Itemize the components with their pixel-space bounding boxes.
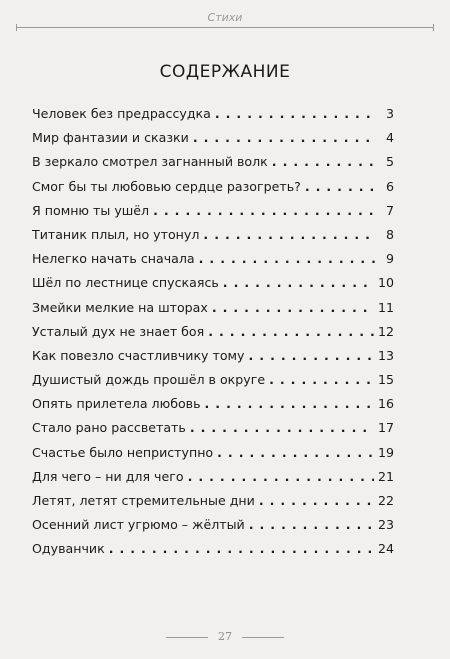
toc-entry-title: Как повезло счастливчику тому (32, 347, 245, 363)
toc-dot-leader (249, 348, 374, 363)
toc-entry-title: Усталый дух не знает боя (32, 323, 205, 339)
toc-entry-page: 6 (385, 178, 394, 194)
toc-entry-page: 5 (385, 154, 394, 170)
toc-entry-title: Летят, летят стремительные дни (32, 493, 255, 508)
footer-rule-right (242, 637, 284, 638)
toc-entry-title: Душистый дождь прошёл в округе (32, 372, 266, 388)
toc-entry-title: Для чего – ни для чего (32, 468, 184, 484)
page-footer (0, 630, 450, 643)
toc-entry-page: 11 (377, 299, 394, 315)
toc-entry-title: Стало рано рассветать (32, 420, 186, 436)
toc-entry (32, 517, 394, 541)
toc-entry-page: 3 (385, 106, 394, 121)
toc-entry-title: Осенний лист угрюмо – жёлтый (32, 517, 245, 533)
toc-dot-leader (199, 251, 376, 266)
toc-dot-leader (305, 179, 376, 194)
toc-entry (32, 493, 394, 517)
toc-entry-title: Я помню ты ушёл (32, 202, 150, 218)
toc-entry-page: 19 (377, 444, 394, 460)
toc-dot-leader (190, 420, 374, 435)
header-rule (16, 27, 434, 28)
toc-entry (32, 154, 394, 178)
toc-dot-leader (249, 517, 374, 532)
toc-entry-page: 21 (377, 468, 394, 484)
toc-entry-page: 22 (377, 493, 394, 508)
toc-entry (32, 300, 394, 324)
toc-entry (32, 130, 394, 154)
toc-entry-page: 23 (377, 517, 394, 533)
header-rule-left-cap (16, 24, 17, 31)
toc-list (32, 106, 394, 566)
running-header-text: Стихи (200, 11, 251, 24)
toc-entry (32, 445, 394, 469)
toc-entry-page: 9 (385, 251, 394, 267)
toc-entry-title: Одуванчик (32, 541, 105, 557)
toc-entry (32, 469, 394, 493)
toc-entry-title: Счастье было неприступно (32, 444, 214, 460)
toc-entry (32, 275, 394, 299)
footer-rule-left (166, 637, 208, 638)
toc-entry-page: 4 (385, 130, 394, 146)
toc-entry-page: 10 (377, 275, 394, 291)
toc-entry (32, 372, 394, 396)
toc-entry-title: В зеркало смотрел загнанный волк (32, 154, 268, 170)
toc-dot-leader (205, 396, 374, 411)
toc-dot-leader (109, 541, 374, 556)
toc-entry-title: Змейки мелкие на шторах (32, 299, 208, 315)
toc-entry (32, 348, 394, 372)
page-number: 27 (218, 630, 232, 643)
toc-dot-leader (208, 324, 374, 339)
toc-entry-page: 12 (377, 323, 394, 339)
toc-entry-page: 7 (385, 202, 394, 218)
toc-entry (32, 106, 394, 130)
toc-entry-page: 13 (377, 347, 394, 363)
toc-entry (32, 227, 394, 251)
toc-entry-page: 16 (377, 396, 394, 412)
toc-entry-page: 8 (385, 226, 394, 242)
toc-entry (32, 541, 394, 565)
toc-entry (32, 324, 394, 348)
toc-dot-leader (193, 130, 376, 145)
toc-entry (32, 179, 394, 203)
toc-dot-leader (212, 300, 374, 315)
toc-entry (32, 251, 394, 275)
toc-entry-page: 15 (377, 372, 394, 388)
toc-entry-title: Смог бы ты любовью сердце разогреть? (32, 178, 301, 194)
toc-entry-title: Нелегко начать сначала (32, 251, 195, 267)
toc-dot-leader (153, 203, 376, 218)
toc-dot-leader (215, 106, 376, 121)
toc-dot-leader (217, 445, 374, 460)
toc-entry-page: 24 (377, 541, 394, 557)
toc-entry (32, 396, 394, 420)
header-rule-right-cap (433, 24, 434, 31)
toc-entry-title: Мир фантазии и сказки (32, 130, 189, 146)
toc-entry-title: Опять прилетела любовь (32, 396, 201, 412)
toc-dot-leader (223, 275, 374, 290)
toc-dot-leader (272, 154, 376, 169)
toc-dot-leader (259, 493, 374, 508)
toc-entry-page: 17 (377, 420, 394, 436)
toc-dot-leader (188, 469, 374, 484)
toc-entry-title: Шёл по лестнице спускаясь (32, 275, 219, 291)
running-header (0, 11, 450, 24)
toc-entry-title: Титаник плыл, но утонул (32, 226, 200, 242)
toc-dot-leader (203, 227, 376, 242)
toc-entry (32, 420, 394, 444)
toc-entry-title: Человек без предрассудка (32, 106, 211, 121)
toc-entry (32, 203, 394, 227)
toc-dot-leader (269, 372, 374, 387)
toc-heading: СОДЕРЖАНИЕ (159, 62, 291, 82)
